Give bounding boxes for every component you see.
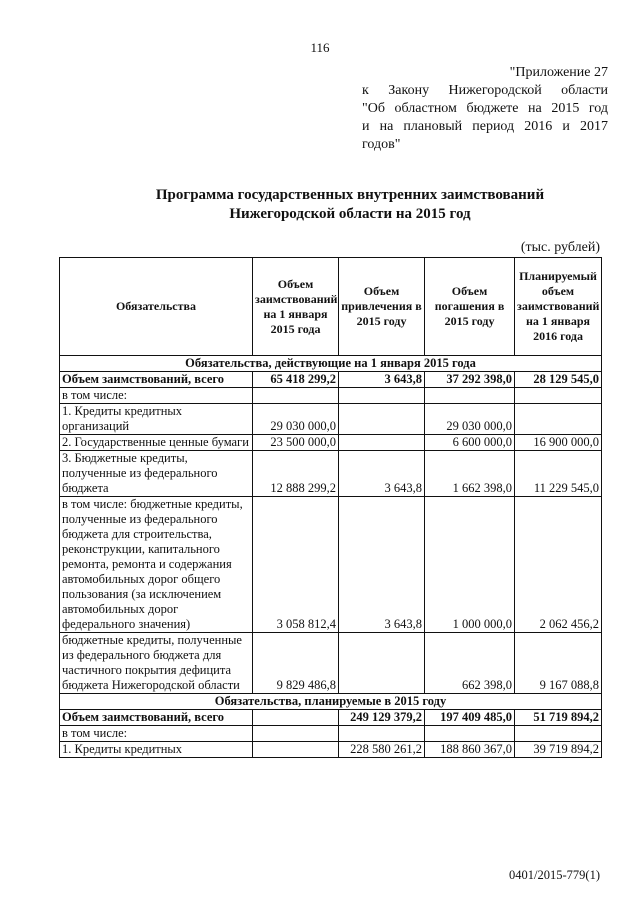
row-value: 1 662 398,0 <box>425 451 515 497</box>
row-value <box>253 742 339 758</box>
row-value: 197 409 485,0 <box>425 710 515 726</box>
row-value <box>515 726 602 742</box>
document-code: 0401/2015-779(1) <box>509 868 600 882</box>
table-row <box>60 388 602 404</box>
header-debt-end: Планируемый объем заимствований на 1 января 2016 года <box>515 258 602 356</box>
section-title: Обязательства, действующие на 1 января 2015 года <box>60 356 602 372</box>
row-label: Объем заимствований, всего <box>60 710 253 726</box>
row-label: 1. Кредиты кредитных <box>60 742 253 758</box>
row-value: 3 643,8 <box>339 497 425 633</box>
units-label: (тыс. рублей) <box>520 240 600 255</box>
row-value: 11 229 545,0 <box>515 451 602 497</box>
row-value: 12 888 299,2 <box>253 451 339 497</box>
table-row <box>60 404 602 435</box>
row-value <box>515 404 602 435</box>
table-header-row <box>60 258 602 356</box>
row-value <box>253 710 339 726</box>
row-value: 1 000 000,0 <box>425 497 515 633</box>
title-line-2: Нижегородской области на 2015 год <box>229 206 471 222</box>
row-label: Объем заимствований, всего <box>60 372 253 388</box>
row-value: 662 398,0 <box>425 633 515 694</box>
table-row <box>60 435 602 451</box>
row-value <box>339 404 425 435</box>
row-value: 188 860 367,0 <box>425 742 515 758</box>
page-number: 116 <box>310 40 330 55</box>
row-value: 37 292 398,0 <box>425 372 515 388</box>
row-label: в том числе: <box>60 388 253 404</box>
row-value: 23 500 000,0 <box>253 435 339 451</box>
header-obligations: Обязательства <box>60 258 253 356</box>
row-value <box>425 726 515 742</box>
row-value: 228 580 261,2 <box>339 742 425 758</box>
table-row <box>60 726 602 742</box>
row-value: 29 030 000,0 <box>425 404 515 435</box>
table-row <box>60 497 602 633</box>
row-value: 28 129 545,0 <box>515 372 602 388</box>
appendix-line-5: годов" <box>362 137 401 152</box>
table-row <box>60 372 602 388</box>
row-value: 65 418 299,2 <box>253 372 339 388</box>
row-value: 3 643,8 <box>339 372 425 388</box>
row-value <box>253 726 339 742</box>
row-value: 29 030 000,0 <box>253 404 339 435</box>
title-line-1: Программа государственных внутренних заимствований <box>155 187 545 203</box>
row-value: 51 719 894,2 <box>515 710 602 726</box>
appendix-line-2: к Закону Нижегородской области <box>362 83 608 98</box>
document-title <box>0 186 640 224</box>
section-title: Обязательства, планируемые в 2015 году <box>60 694 602 710</box>
row-value: 9 829 486,8 <box>253 633 339 694</box>
row-value: 2 062 456,2 <box>515 497 602 633</box>
header-raised: Объем привлечения в 2015 году <box>339 258 425 356</box>
row-value <box>339 435 425 451</box>
row-value: 39 719 894,2 <box>515 742 602 758</box>
row-label: в том числе: бюджетные кредиты, полученные из федерального бюджета для строительства, реконструкции, капитального ремонта, ремонта и содержания автомобильных дорог общего пользования (за исключением автомобильных дорог федерального значения) <box>60 497 253 633</box>
section-header-row <box>60 694 602 710</box>
row-value: 3 058 812,4 <box>253 497 339 633</box>
row-label: 3. Бюджетные кредиты, полученные из федерального бюджета <box>60 451 253 497</box>
row-label: 2. Государственные ценные бумаги <box>60 435 253 451</box>
row-label: в том числе: <box>60 726 253 742</box>
row-value: 3 643,8 <box>339 451 425 497</box>
appendix-line-1: "Приложение 27 <box>509 65 608 80</box>
section-header-row <box>60 356 602 372</box>
row-value <box>253 388 339 404</box>
table-row <box>60 710 602 726</box>
row-label: 1. Кредиты кредитных организаций <box>60 404 253 435</box>
borrowings-table <box>59 257 602 758</box>
row-value <box>515 388 602 404</box>
table-row <box>60 633 602 694</box>
row-value: 9 167 088,8 <box>515 633 602 694</box>
row-label: бюджетные кредиты, полученные из федерального бюджета для частичного покрытия дефицита бюджета Нижегородской области <box>60 633 253 694</box>
header-debt-start: Объем заимствований на 1 января 2015 года <box>253 258 339 356</box>
row-value <box>425 388 515 404</box>
appendix-note <box>362 64 608 154</box>
row-value <box>339 388 425 404</box>
appendix-line-4: и на плановый период 2016 и 2017 <box>362 119 608 134</box>
row-value: 6 600 000,0 <box>425 435 515 451</box>
table-row <box>60 742 602 758</box>
row-value <box>339 726 425 742</box>
row-value: 249 129 379,2 <box>339 710 425 726</box>
appendix-line-3: "Об областном бюджете на 2015 год <box>362 101 608 116</box>
row-value <box>339 633 425 694</box>
row-value: 16 900 000,0 <box>515 435 602 451</box>
table-row <box>60 451 602 497</box>
header-repaid: Объем погашения в 2015 году <box>425 258 515 356</box>
